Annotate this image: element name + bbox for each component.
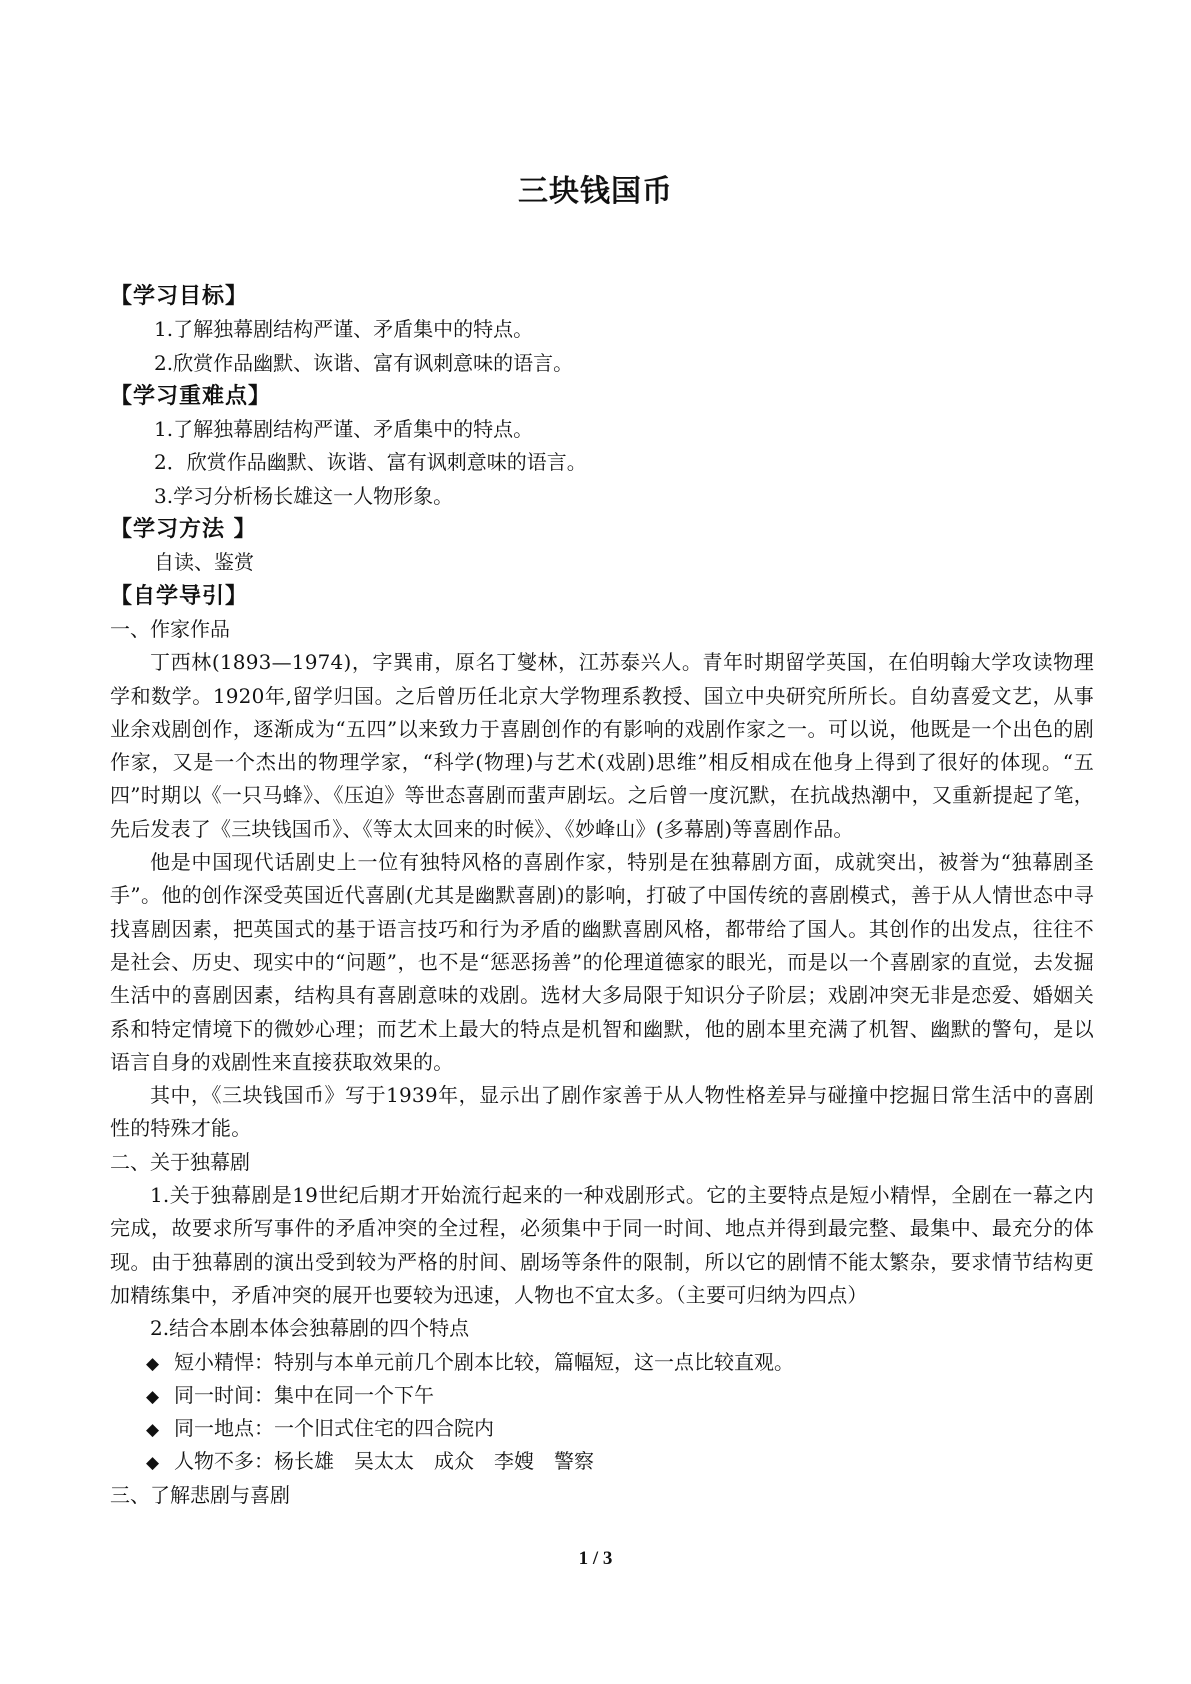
- bullet-item: [110, 1412, 1094, 1445]
- diamond-bullet-icon: ◆: [146, 1353, 160, 1374]
- section-heading-author: 一、作家作品: [110, 616, 230, 641]
- paragraph-author-bio: 丁西林(1893—1974)，字巽甫，原名丁燮林，江苏泰兴人。青年时期留学英国，在伯明翰大学攻读物理学和数学。1920年,留学归国。之后曾历任北京大学物理系教授、国立中央研究所所长。自幼喜爱文艺，从事业余戏剧创作，逐渐成为“五四”以来致力于喜剧创作的有影响的戏剧作家之一。可以说，他既是一个出色的剧作家，又是一个杰出的物理学家，“科学(物理)与艺术(戏剧)思维”相反相成在他身上得到了很好的体现。“五四”时期以《一只马蜂》、《压迫》等世态喜剧而蜚声剧坛。之后曾一度沉默，在抗战热潮中，又重新提起了笔，先后发表了《三块钱国币》、《等太太回来的时候》、《妙峰山》(多幕剧)等喜剧作品。: [110, 650, 1094, 841]
- diamond-bullet-icon: ◆: [146, 1420, 160, 1441]
- key-point-item: 3.学习分析杨长雄这一人物形象。: [154, 483, 454, 508]
- bullet-text: 同一地点：一个旧式住宅的四合院内: [174, 1416, 494, 1441]
- method-heading: 【学习方法 】: [110, 517, 257, 543]
- key-points-heading: 【学习重难点】: [110, 383, 272, 409]
- method-text: 自读、鉴赏: [154, 550, 254, 575]
- objective-item: 2.欣赏作品幽默、诙谐、富有讽刺意味的语言。: [154, 350, 574, 375]
- bullet-text: 人物不多：杨长雄 吴太太 成众 李嫂 警察: [174, 1449, 594, 1474]
- diamond-bullet-icon: ◆: [146, 1386, 160, 1407]
- key-point-item: 2．欣赏作品幽默、诙谐、富有讽刺意味的语言。: [154, 450, 587, 475]
- diamond-bullet-icon: ◆: [146, 1453, 160, 1474]
- bullet-item: [110, 1445, 1094, 1478]
- objective-item: 1.了解独幕剧结构严谨、矛盾集中的特点。: [154, 317, 534, 342]
- section-heading-one-act: 二、关于独幕剧: [110, 1149, 250, 1174]
- paragraph-one-act: 1.关于独幕剧是19世纪后期才开始流行起来的一种戏剧形式。它的主要特点是短小精悍，全剧在一幕之内完成，故要求所写事件的矛盾冲突的全过程，必须集中于同一时间、地点并得到最完整、最集中、最充分的体现。由于独幕剧的演出受到较为严格的肘间、剧场等条件的限制，所以它的剧情不能太繁杂，要求情节结构更加精练集中，矛盾冲突的展开也要较为迅速，人物也不宜太多。（主要可归纳为四点）: [110, 1183, 1094, 1307]
- bullet-item: [110, 1379, 1094, 1412]
- paragraph-author-style: 他是中国现代话剧史上一位有独特风格的喜剧作家，特别是在独幕剧方面，成就突出，被誉为“独幕剧圣手”。他的创作深受英国近代喜剧(尤其是幽默喜剧)的影响，打破了中国传统的喜剧模式，善于从人情世态中寻找喜剧因素，把英国式的基于语言技巧和行为矛盾的幽默喜剧风格，都带给了国人。其创作的出发点，往往不是社会、历史、现实中的“问题”，也不是“惩恶扬善”的伦理道德家的眼光，而是以一个喜剧家的直觉，去发掘生活中的喜剧因素，结构具有喜剧意味的戏剧。选材大多局限于知识分子阶层；戏剧冲突无非是恋爱、婚姻关系和特定情境下的微妙心理；而艺术上最大的特点是机智和幽默，他的剧本里充满了机智、幽默的警句，是以语言自身的戏剧性来直接获取效果的。: [110, 850, 1094, 1074]
- bullet-item: [110, 1346, 1094, 1379]
- paragraph-play-intro: 其中，《三块钱国币》写于1939年，显示出了剧作家善于从人物性格差异与碰撞中挖掘日常生活中的喜剧性的特殊才能。: [110, 1083, 1094, 1141]
- document-title: 三块钱国币: [518, 174, 673, 209]
- bullet-text: 同一时间：集中在同一个下午: [174, 1382, 434, 1407]
- guide-heading: 【自学导引】: [110, 583, 249, 609]
- bullet-text: 短小精悍：特别与本单元前几个剧本比较，篇幅短，这一点比较直观。: [174, 1349, 794, 1374]
- document-body: [110, 280, 1094, 1512]
- section-heading-tragedy-comedy: 三、了解悲剧与喜剧: [110, 1482, 290, 1507]
- objectives-heading: 【学习目标】: [110, 284, 249, 309]
- one-act-subheading: 2.结合本剧本体会独幕剧的四个特点: [150, 1316, 470, 1341]
- key-point-item: 1.了解独幕剧结构严谨、矛盾集中的特点。: [154, 417, 534, 442]
- page-number: 1 / 3: [578, 1548, 613, 1569]
